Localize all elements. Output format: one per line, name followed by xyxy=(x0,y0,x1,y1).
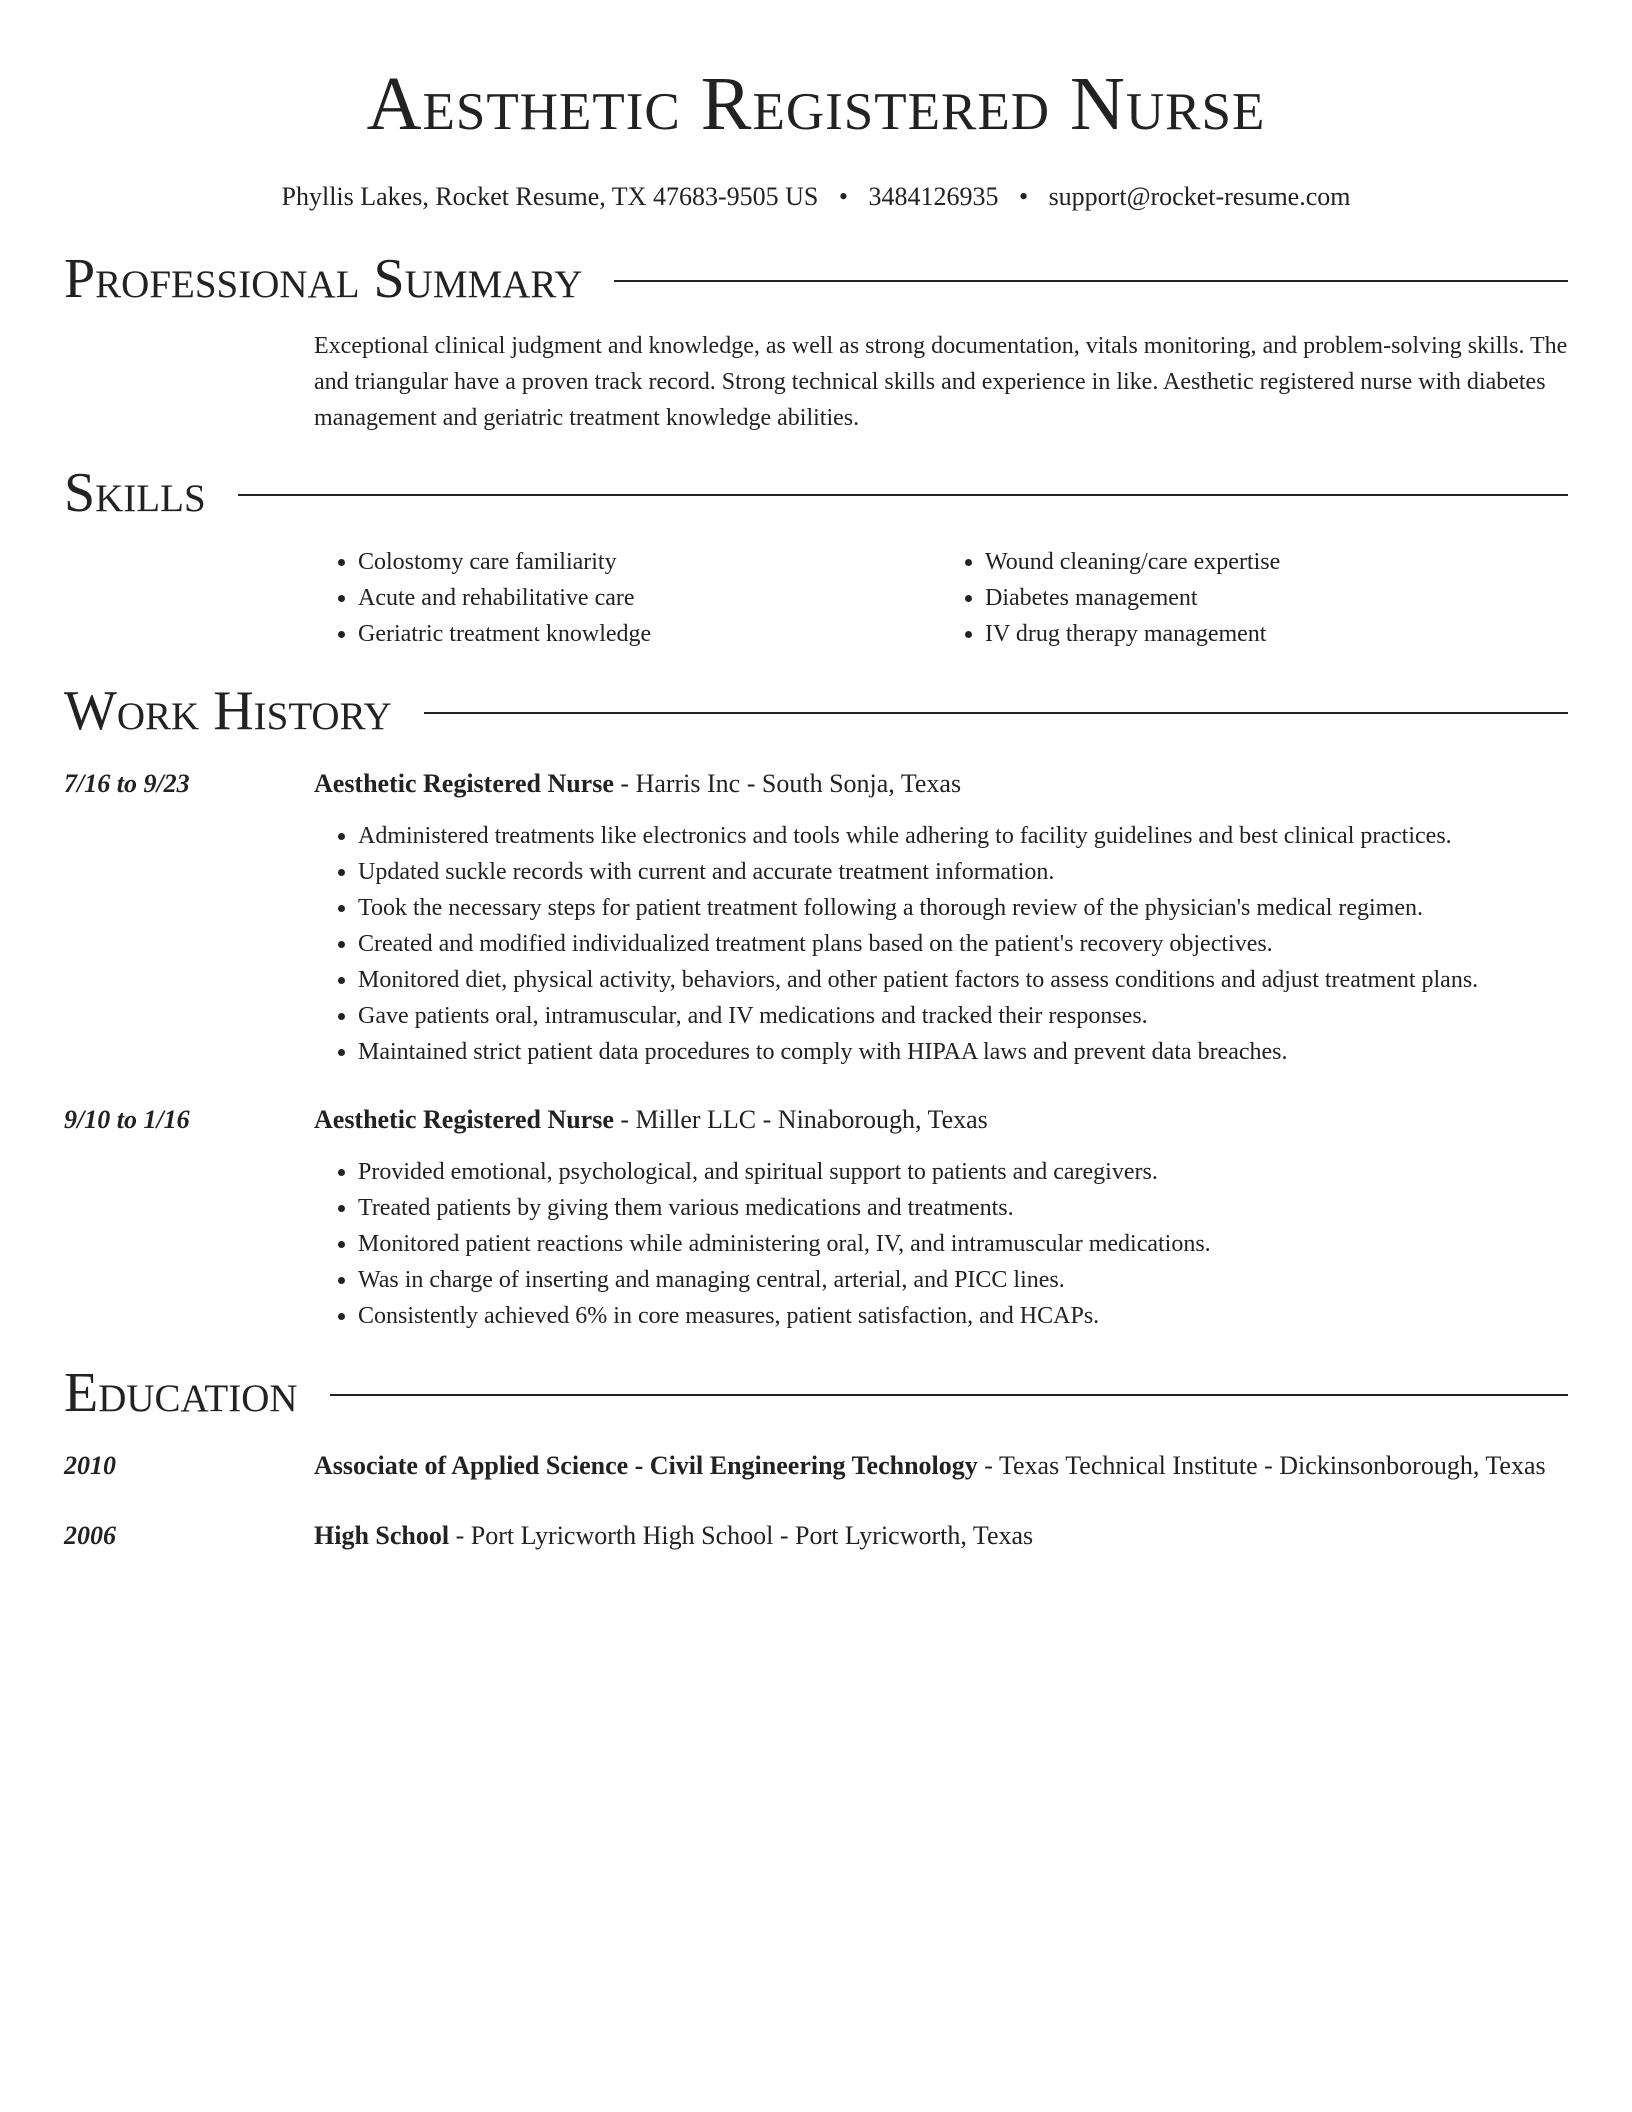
skill-item: • IV drug therapy management xyxy=(985,616,1568,652)
job-bullet: • Maintained strict patient data procedures to comply with HIPAA laws and prevent data breaches. xyxy=(358,1034,1568,1070)
job-bullet: • Provided emotional, psychological, and spiritual support to patients and caregivers. xyxy=(358,1154,1568,1190)
job-bullets xyxy=(314,818,1568,1070)
summary-text: Exceptional clinical judgment and knowledge, as well as strong documentation, vitals monitoring, and problem-solving skills. The and triangular have a proven track record. Strong technical skills and experience in like. Aesthetic registered nurse with diabetes management and geriatric treatment knowledge abilities. xyxy=(314,333,1568,431)
section-title-skills: Skills xyxy=(64,462,206,524)
section-header xyxy=(64,680,1568,742)
skill-item: • Acute and rehabilitative care xyxy=(358,580,941,616)
education-year: 2010 xyxy=(64,1451,116,1480)
education-section xyxy=(64,1362,1568,1556)
job-entry xyxy=(64,764,1568,1070)
job-body xyxy=(314,1100,1568,1334)
education-degree: Associate of Applied Science - Civil Engineering Technology xyxy=(314,1451,978,1480)
section-divider xyxy=(330,1394,1568,1396)
job-body xyxy=(314,764,1568,1070)
job-bullet: • Took the necessary steps for patient treatment following a thorough review of the physician's medical regimen. xyxy=(358,890,1568,926)
education-degree: High School xyxy=(314,1521,450,1550)
section-header xyxy=(64,248,1568,310)
job-bullet: • Treated patients by giving them various medications and treatments. xyxy=(358,1190,1568,1226)
job-dates: 7/16 to 9/23 xyxy=(64,769,190,798)
education-headline xyxy=(314,1516,1568,1556)
job-bullet: • Consistently achieved 6% in core measures, patient satisfaction, and HCAPs. xyxy=(358,1298,1568,1334)
section-divider xyxy=(424,712,1568,714)
skills-grid xyxy=(314,544,1568,652)
education-body xyxy=(314,1446,1568,1486)
contact-phone: 3484126935 xyxy=(868,182,999,211)
job-headline xyxy=(314,1100,1568,1140)
job-bullet: • Gave patients oral, intramuscular, and IV medications and tracked their responses. xyxy=(358,998,1568,1034)
job-headline xyxy=(314,764,1568,804)
section-divider xyxy=(238,494,1568,496)
section-header xyxy=(64,462,1568,524)
education-headline xyxy=(314,1446,1568,1486)
section-title-education: Education xyxy=(64,1362,298,1424)
job-bullet: • Updated suckle records with current and accurate treatment information. xyxy=(358,854,1568,890)
skill-item: • Colostomy care familiarity xyxy=(358,544,941,580)
skill-item: • Diabetes management xyxy=(985,580,1568,616)
job-bullet: • Monitored patient reactions while administering oral, IV, and intramuscular medications. xyxy=(358,1226,1568,1262)
contact-line xyxy=(64,180,1568,214)
education-year: 2006 xyxy=(64,1521,116,1550)
skills-column-left xyxy=(314,544,941,652)
job-entry xyxy=(64,1100,1568,1334)
section-title-work-history: Work History xyxy=(64,680,392,742)
contact-email: support@rocket-resume.com xyxy=(1048,182,1351,211)
job-bullet: • Monitored diet, physical activity, behaviors, and other patient factors to assess conditions and adjust treatment plans. xyxy=(358,962,1568,998)
job-bullet: • Created and modified individualized treatment plans based on the patient's recovery objectives. xyxy=(358,926,1568,962)
job-bullet: • Was in charge of inserting and managing central, arterial, and PICC lines. xyxy=(358,1262,1568,1298)
education-entry xyxy=(64,1446,1568,1486)
resume-title: Aesthetic Registered Nurse xyxy=(366,62,1266,146)
work-history-section xyxy=(64,680,1568,1334)
section-header xyxy=(64,1362,1568,1424)
skills-column-right xyxy=(941,544,1568,652)
job-bullets xyxy=(314,1154,1568,1334)
contact-separator: • xyxy=(1018,182,1029,211)
education-details: - Texas Technical Institute - Dickinsonborough, Texas xyxy=(977,1451,1546,1480)
education-entry xyxy=(64,1516,1568,1556)
education-details: - Port Lyricworth High School - Port Lyricworth, Texas xyxy=(449,1521,1034,1550)
summary-section xyxy=(64,248,1568,436)
skills-section xyxy=(64,462,1568,652)
skill-item: • Wound cleaning/care expertise xyxy=(985,544,1568,580)
job-bullet: • Administered treatments like electronics and tools while adhering to facility guidelines and best clinical practices. xyxy=(358,818,1568,854)
contact-address: Phyllis Lakes, Rocket Resume, TX 47683-9505 US xyxy=(281,182,819,211)
job-details: - Harris Inc - South Sonja, Texas xyxy=(613,769,962,798)
section-divider xyxy=(614,280,1568,282)
job-title: Aesthetic Registered Nurse xyxy=(314,769,614,798)
skill-item: • Geriatric treatment knowledge xyxy=(358,616,941,652)
job-dates: 9/10 to 1/16 xyxy=(64,1105,190,1134)
job-title: Aesthetic Registered Nurse xyxy=(314,1105,614,1134)
job-details: - Miller LLC - Ninaborough, Texas xyxy=(613,1105,988,1134)
section-title-summary: Professional Summary xyxy=(64,248,583,310)
skills-list-left xyxy=(314,544,941,652)
skills-list-right xyxy=(941,544,1568,652)
education-body xyxy=(314,1516,1568,1556)
contact-separator: • xyxy=(838,182,848,211)
